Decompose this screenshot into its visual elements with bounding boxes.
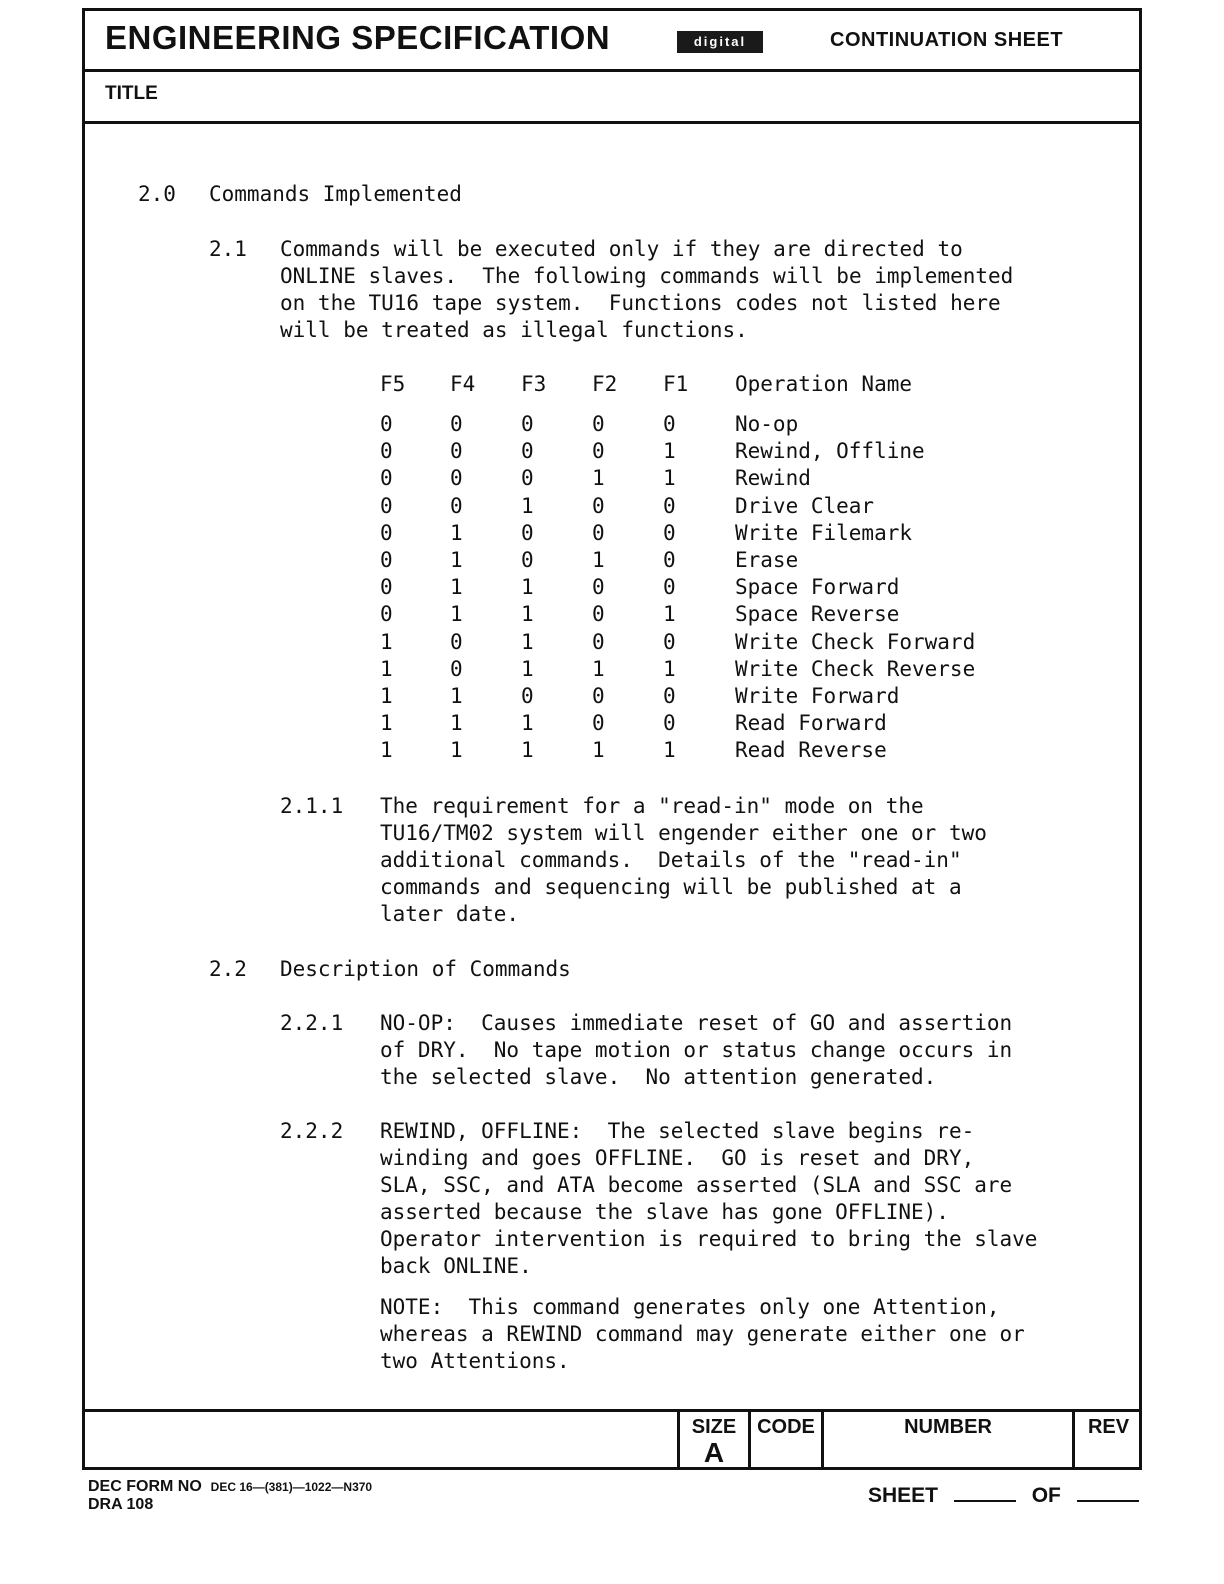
table-cell-bit: 0: [592, 412, 605, 436]
section-number: 2.0: [138, 182, 176, 206]
section-number: 2.2.2: [280, 1119, 344, 1143]
table-header: Operation Name: [735, 372, 913, 396]
section-heading: Description of Commands: [280, 957, 571, 981]
sheet-type-label: CONTINUATION SHEET: [830, 29, 1064, 51]
paragraph-line: REWIND, OFFLINE: The selected slave begins re-: [380, 1119, 975, 1143]
table-cell-operation: Read Reverse: [735, 738, 887, 763]
section-number: 2.1: [209, 237, 247, 261]
table-cell-bit: 0: [380, 466, 393, 491]
table-cell-operation: Rewind, Offline: [735, 439, 925, 464]
table-cell-bit: 1: [663, 656, 676, 681]
section-number: 2.2.1: [280, 1011, 344, 1035]
table-cell-bit: 0: [380, 520, 393, 545]
table-cell-operation: Write Forward: [735, 684, 900, 708]
table-cell-bit: 0: [380, 439, 393, 464]
table-cell-bit: 1: [592, 738, 605, 763]
table-cell-bit: 0: [663, 575, 676, 600]
table-cell-bit: 0: [521, 412, 534, 436]
sheet-number-blank[interactable]: [954, 1486, 1016, 1502]
table-header: F1: [663, 372, 689, 396]
table-cell-bit: 0: [380, 575, 393, 600]
paragraph-line: NO-OP: Causes immediate reset of GO and assertion: [380, 1011, 1013, 1035]
table-header: F4: [450, 372, 476, 396]
table-cell-bit: 1: [521, 711, 534, 736]
table-cell-bit: 0: [592, 439, 605, 464]
table-cell-bit: 1: [592, 548, 605, 572]
table-cell-bit: 0: [592, 520, 605, 545]
table-cell-bit: 0: [521, 466, 534, 491]
table-cell-bit: 0: [450, 493, 463, 518]
table-cell-operation: Read Forward: [735, 711, 887, 736]
table-cell-bit: 0: [450, 412, 463, 436]
form-title: ENGINEERING SPECIFICATION: [105, 19, 611, 56]
paragraph-line: later date.: [380, 902, 520, 926]
table-cell-bit: 1: [380, 711, 393, 736]
table-header: F5: [380, 372, 406, 396]
table-cell-bit: 0: [663, 711, 676, 736]
paragraph-line: will be treated as illegal functions.: [280, 318, 748, 342]
table-cell-bit: 1: [521, 575, 534, 600]
table-cell-bit: 1: [663, 738, 676, 763]
table-cell-bit: 1: [450, 575, 463, 600]
form-no-value: DEC 16—(381)—1022—N370: [210, 1480, 373, 1494]
paragraph-line: Commands will be executed only if they are directed to: [280, 237, 963, 261]
company-logo: digital: [677, 31, 763, 53]
paragraph-line: of DRY. No tape motion or status change occurs in: [380, 1038, 1013, 1062]
table-cell-bit: 1: [521, 656, 534, 681]
paragraph-line: TU16/TM02 system will engender either one or two: [380, 821, 987, 845]
code-label: CODE: [757, 1416, 815, 1438]
table-cell-bit: 1: [450, 520, 463, 545]
note-line: two Attentions.: [380, 1349, 570, 1373]
table-cell-bit: 0: [450, 439, 463, 464]
table-cell-bit: 1: [380, 656, 393, 681]
table-cell-bit: 0: [521, 520, 534, 545]
table-cell-operation: Space Reverse: [735, 602, 900, 627]
paragraph-line: Operator intervention is required to bring the slave: [380, 1227, 1038, 1251]
table-cell-bit: 1: [663, 439, 676, 464]
table-cell-operation: No-op: [735, 412, 799, 436]
paragraph-line: SLA, SSC, and ATA become asserted (SLA and SSC are: [380, 1173, 1013, 1197]
sheet-label: SHEET: [868, 1484, 939, 1507]
table-cell-bit: 0: [380, 412, 393, 436]
table-cell-bit: 0: [380, 548, 393, 572]
table-cell-bit: 1: [450, 711, 463, 736]
table-cell-bit: 1: [380, 738, 393, 763]
paragraph-line: additional commands. Details of the "read-in": [380, 848, 962, 872]
note-line: whereas a REWIND command may generate either one or: [380, 1322, 1025, 1346]
table-cell-operation: Space Forward: [735, 575, 900, 600]
paragraph-line: winding and goes OFFLINE. GO is reset and DRY,: [380, 1146, 975, 1170]
table-cell-bit: 1: [521, 738, 534, 763]
table-cell-bit: 0: [592, 629, 605, 654]
table-cell-operation: Erase: [735, 548, 799, 572]
table-cell-operation: Drive Clear: [735, 493, 875, 518]
table-cell-bit: 1: [592, 656, 605, 681]
rev-label: REV: [1087, 1416, 1130, 1438]
table-cell-bit: 0: [592, 493, 605, 518]
table-cell-bit: 0: [663, 629, 676, 654]
table-cell-bit: 0: [663, 412, 676, 436]
section-number: 2.1.1: [280, 794, 344, 818]
form-no-label: DEC FORM NO: [88, 1478, 202, 1495]
table-cell-bit: 1: [450, 602, 463, 627]
table-cell-bit: 0: [521, 548, 534, 572]
table-cell-bit: 0: [663, 520, 676, 545]
table-cell-bit: 0: [380, 602, 393, 627]
section-number: 2.2: [209, 957, 247, 981]
table-cell-operation: Write Check Forward: [735, 629, 976, 654]
table-cell-bit: 0: [592, 684, 605, 708]
of-label: OF: [1031, 1484, 1061, 1507]
table-cell-bit: 0: [450, 629, 463, 654]
table-cell-bit: 0: [521, 684, 534, 708]
paragraph-line: the selected slave. No attention generated.: [380, 1065, 937, 1089]
table-cell-operation: Write Check Reverse: [735, 656, 976, 681]
paragraph-line: back ONLINE.: [380, 1254, 532, 1278]
table-cell-operation: Rewind: [735, 466, 811, 491]
paragraph-line: The requirement for a "read-in" mode on the: [380, 794, 924, 818]
table-cell-bit: 1: [450, 548, 463, 572]
table-cell-bit: 0: [592, 602, 605, 627]
table-cell-bit: 0: [592, 711, 605, 736]
table-cell-bit: 1: [521, 493, 534, 518]
form-number-block: [88, 1478, 372, 1514]
table-header: F3: [521, 372, 547, 396]
table-cell-bit: 0: [663, 493, 676, 518]
table-header: F2: [592, 372, 618, 396]
table-cell-bit: 1: [450, 684, 463, 708]
table-cell-bit: 1: [521, 629, 534, 654]
paragraph-line: on the TU16 tape system. Functions codes not listed here: [280, 291, 1001, 315]
table-cell-bit: 1: [380, 684, 393, 708]
size-value: A: [703, 1437, 725, 1468]
sheet-total-blank[interactable]: [1077, 1486, 1139, 1502]
table-cell-bit: 0: [521, 439, 534, 464]
paragraph-line: ONLINE slaves. The following commands will be implemented: [280, 264, 1014, 288]
section-heading: Commands Implemented: [209, 182, 462, 206]
table-cell-operation: Write Filemark: [735, 520, 913, 545]
table-cell-bit: 0: [450, 466, 463, 491]
title-label: TITLE: [105, 83, 158, 104]
table-cell-bit: 0: [663, 684, 676, 708]
form-dra: DRA 108: [88, 1496, 154, 1513]
note-line: NOTE: This command generates only one Attention,: [380, 1295, 1000, 1319]
size-label: SIZE: [691, 1416, 737, 1438]
table-cell-bit: 1: [663, 466, 676, 491]
table-cell-bit: 1: [450, 738, 463, 763]
number-label: NUMBER: [904, 1416, 992, 1438]
table-cell-bit: 1: [663, 602, 676, 627]
table-cell-bit: 1: [521, 602, 534, 627]
table-cell-bit: 0: [380, 493, 393, 518]
table-cell-bit: 1: [380, 629, 393, 654]
paragraph-line: asserted because the slave has gone OFFLINE).: [380, 1200, 949, 1224]
table-cell-bit: 1: [592, 466, 605, 491]
sheet-of-block: [868, 1484, 1149, 1508]
table-cell-bit: 0: [450, 656, 463, 681]
paragraph-line: commands and sequencing will be published at a: [380, 875, 962, 899]
table-cell-bit: 0: [592, 575, 605, 600]
table-cell-bit: 0: [663, 548, 676, 572]
